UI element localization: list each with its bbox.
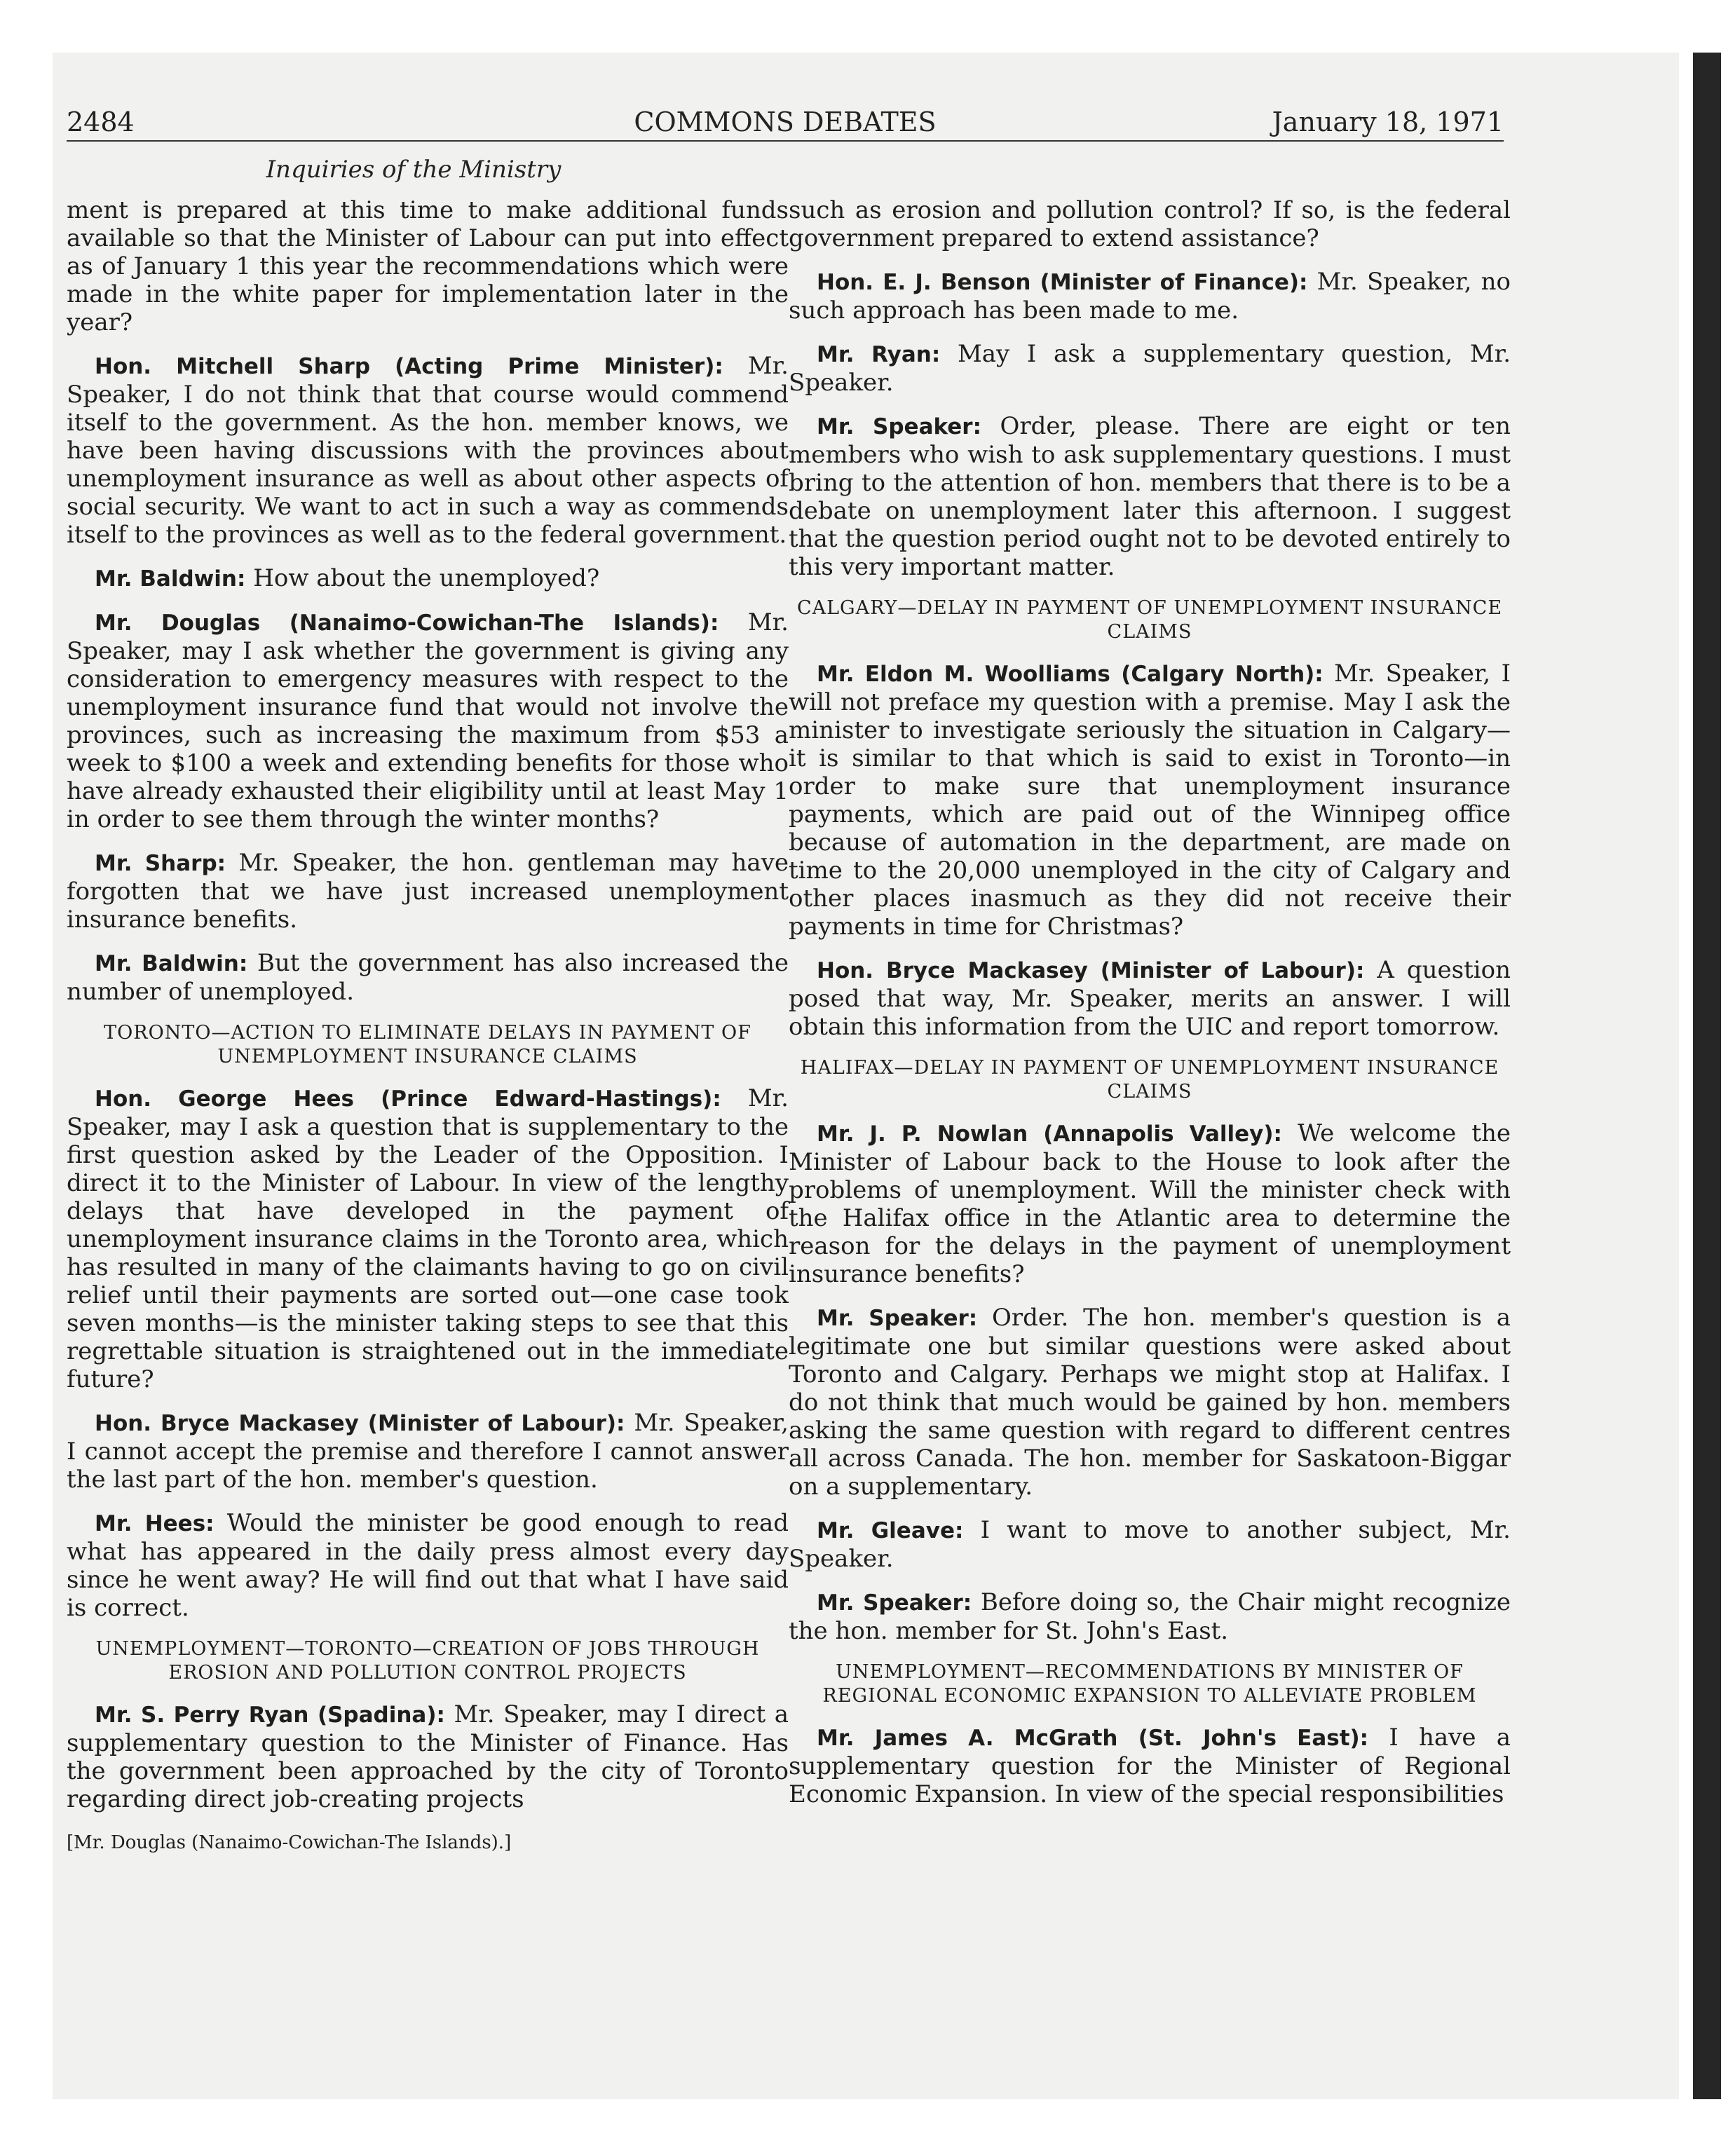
speech-text: Before doing so, the Chair might recognize the hon. member for St. John's East. [789, 1588, 1511, 1645]
speech [67, 949, 789, 1006]
speech [789, 1516, 1511, 1573]
speech [789, 412, 1511, 581]
speech-text: Order. The hon. member's question is a legitimate one but similar questions were asked about Toronto and Calgary. Perhaps we might stop at Halifax. I do not think that much would be gained by hon. members asking the same question with regard to different centres all across Canada. The hon. member for Saskatoon-Biggar on a supplementary. [789, 1304, 1511, 1501]
speech [67, 1084, 789, 1393]
section-heading: UNEMPLOYMENT—TORONTO—CREATION OF JOBS THROUGH EROSION AND POLLUTION CONTROL PROJECTS [95, 1638, 760, 1684]
speaker-name: Mr. S. Perry Ryan (Spadina): [95, 1703, 445, 1728]
speech [789, 268, 1511, 325]
speech [789, 956, 1511, 1041]
speech-text: Mr. Speaker, may I ask whether the government is giving any consideration to emergency measures with respect to the unemployment insurance fund that would not involve the provinces, such as increasing the maximum from $53 a week to $100 a week and extending benefits for those who have already exhausted their eligibility until at least May 1 in order to see them through the winter months? [67, 608, 789, 833]
speech [67, 564, 789, 593]
speech [67, 1509, 789, 1622]
speaker-name: Mr. Eldon M. Woolliams (Calgary North): [817, 662, 1324, 687]
speech [789, 340, 1511, 397]
speech-text: But the government has also increased the number of unemployed. [67, 949, 789, 1006]
speech-text: Would the minister be good enough to read what has appeared in the daily press almost every day since he went away? He will find out that what I have said is correct. [67, 1509, 789, 1622]
left-column [67, 196, 789, 1872]
speaker-name: Mr. Hees: [95, 1511, 215, 1536]
page-header [67, 98, 1504, 142]
speech-text: A question posed that way, Mr. Speaker, merits an answer. I will obtain this information from the UIC and report tomorrow. [789, 956, 1511, 1041]
speech-text: Mr. Speaker, I cannot accept the premise and therefore I cannot answer the last part of the hon. member's question. [67, 1409, 789, 1494]
publication-title: COMMONS DEBATES [634, 107, 937, 137]
speaker-name: Hon. E. J. Benson (Minister of Finance): [817, 270, 1308, 295]
paragraph: ment is prepared at this time to make additional funds available so that the Minister of Labour can put into effect as of January 1 this year the recommendations which were made in the white paper for implementation later in the year? [67, 196, 789, 336]
speaker-name: Hon. George Hees (Prince Edward-Hastings): [95, 1086, 721, 1112]
speaker-name: Mr. Sharp: [95, 851, 226, 876]
speech [789, 1588, 1511, 1645]
speech-text: Mr. Speaker, the hon. gentleman may have forgotten that we have just increased unemployment insurance benefits. [67, 849, 789, 934]
speech [789, 1304, 1511, 1501]
speech-text: How about the unemployed? [245, 564, 600, 592]
speech-text: We welcome the Minister of Labour back to the House to look after the problems of unemployment. Will the minister check with the Halifax office in the Atlantic area to determine the reason for the delays in the payment of unemployment insurance benefits? [789, 1119, 1511, 1288]
speech [67, 849, 789, 934]
section-heading: HALIFAX—DELAY IN PAYMENT OF UNEMPLOYMENT INSURANCE CLAIMS [800, 1057, 1499, 1103]
speech [789, 660, 1511, 941]
speech [67, 1409, 789, 1494]
right-column [789, 196, 1511, 1824]
issue-date: January 18, 1971 [1272, 107, 1504, 137]
speaker-name: Mr. J. P. Nowlan (Annapolis Valley): [817, 1121, 1282, 1147]
speaker-name: Mr. Gleave: [817, 1518, 964, 1543]
running-head: Inquiries of the Ministry [266, 156, 562, 184]
speaker-name: Mr. Ryan: [817, 342, 941, 367]
speech [789, 1119, 1511, 1288]
speaker-name: Hon. Bryce Mackasey (Minister of Labour): [95, 1411, 625, 1436]
speech-text: Mr. Speaker, I will not preface my question with a premise. May I ask the minister to investigate seriously the situation in Calgary—it is similar to that which is said to exist in Toronto—in order to make sure that unemployment insurance payments, which are paid out of the Winnipeg office because of automation in the department, are made on time to the 20,000 unemployed in the city of Calgary and other places inasmuch as they did not receive their payments in time for Christmas? [789, 660, 1511, 941]
speech-text: Mr. Speaker, no such approach has been made to me. [789, 268, 1511, 325]
speech-text: I have a supplementary question for the Minister of Regional Economic Expansion. In view of the special responsibilities [789, 1724, 1511, 1808]
speech-text: Order, please. There are eight or ten members who wish to ask supplementary questions. I must bring to the attention of hon. members that there is to be a debate on unemployment later this afternoon. I suggest that the question period ought not to be devoted entirely to this very important matter. [789, 412, 1511, 581]
page-number: 2484 [67, 107, 135, 137]
page-footnote: [Mr. Douglas (Nanaimo-Cowichan-The Islands).] [67, 1832, 512, 1853]
section-heading: UNEMPLOYMENT—RECOMMENDATIONS BY MINISTER OF REGIONAL ECONOMIC EXPANSION TO ALLEVIATE PROBLEM [822, 1661, 1477, 1707]
speaker-name: Mr. Speaker: [817, 1590, 972, 1616]
binding-edge [1693, 53, 1721, 2099]
speaker-name: Mr. Douglas (Nanaimo-Cowichan-The Islands): [95, 610, 719, 636]
speaker-name: Mr. Speaker: [817, 414, 981, 439]
speech-text: Mr. Speaker, may I direct a supplementary question to the Minister of Finance. Has the government been approached by the city of Toronto regarding direct job-creating projects [67, 1700, 789, 1813]
speech [789, 1724, 1511, 1808]
speaker-name: Mr. Speaker: [817, 1306, 978, 1331]
speech [67, 1700, 789, 1813]
speech-text: Mr. Speaker, may I ask a question that is supplementary to the first question asked by the Leader of the Opposition. I direct it to the Minister of Labour. In view of the lengthy delays that have developed in the payment of unemployment insurance claims in the Toronto area, which has resulted in many of the claimants having to go on civil relief until their payments are sorted out—one case took seven months—is the minister taking steps to see that this regrettable situation is straightened out in the immediate future? [67, 1084, 789, 1393]
speaker-name: Mr. James A. McGrath (St. John's East): [817, 1726, 1369, 1751]
speaker-name: Mr. Baldwin: [95, 951, 248, 976]
speaker-name: Mr. Baldwin: [95, 566, 246, 592]
speech [67, 608, 789, 833]
speech-text: Mr. Speaker, I do not think that that course would commend itself to the government. As the hon. member knows, we have been having discussions with the provinces about unemployment insurance as well as about other aspects of social security. We want to act in such a way as commends itself to the provinces as well as to the federal government. [67, 352, 789, 549]
section-heading: TORONTO—ACTION TO ELIMINATE DELAYS IN PAYMENT OF UNEMPLOYMENT INSURANCE CLAIMS [104, 1022, 751, 1067]
section-heading: CALGARY—DELAY IN PAYMENT OF UNEMPLOYMENT INSURANCE CLAIMS [796, 597, 1503, 643]
paragraph: such as erosion and pollution control? If so, is the federal government prepared to extend assistance? [789, 196, 1511, 252]
speech [67, 352, 789, 549]
speaker-name: Hon. Bryce Mackasey (Minister of Labour): [817, 958, 1365, 983]
speech-text: I want to move to another subject, Mr. Speaker. [789, 1516, 1511, 1573]
speech-text: May I ask a supplementary question, Mr. Speaker. [789, 340, 1511, 397]
speaker-name: Hon. Mitchell Sharp (Acting Prime Minister): [95, 354, 723, 379]
